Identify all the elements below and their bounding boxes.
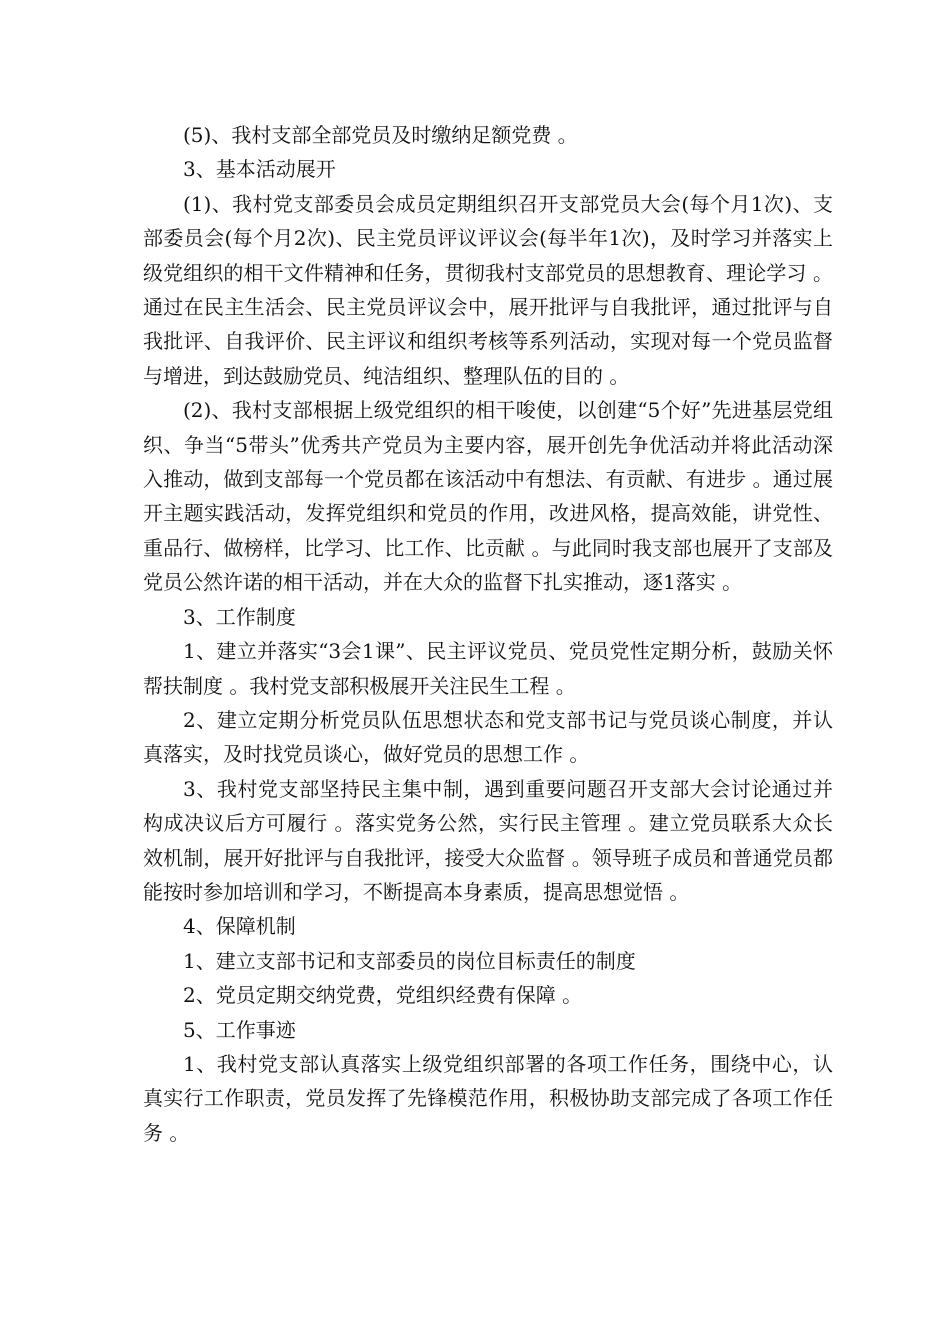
paragraph-party-dues: (5)、我村支部全部党员及时缴纳足额党费 。 — [183, 123, 578, 147]
paragraph-guarantee-1: 1、建立支部书记和支部委员的岗位目标责任的制度 — [183, 948, 636, 973]
paragraph-activity-1: (1)、我村党支部委员会成员定期组织召开支部党员大会(每个月1次)、支部委员会(每个月2次)、民主党员评议评议会(每半年1次)，及时学习并落实上级党组织的相干文件精神和任务，贯彻我村支部党员的思想教育、理论学习 。通过在民主生活会、民主党员评议会中，展开批评与自我批评，通过批评与自我批评、自我评价、民主评议和组织考核等系列活动，实现对每一个党员监督与增进，到达鼓励党员、纯洁组织、整理队伍的目的 。 — [143, 191, 833, 388]
paragraph-system-3: 3、我村党支部坚持民主集中制，遇到重要问题召开支部大会讨论通过并构成决议后方可履行 。落实党务公然，实行民主管理 。建立党员联系大众长效机制，展开好批评与自我批评，接受大众监督 。领导班子成员和普通党员都能按时参加培训和学习，不断提高本身素质，提高思想觉悟 。 — [143, 776, 833, 904]
heading-work-achievements: 5、工作事迹 — [183, 1017, 296, 1042]
paragraph-system-2: 2、建立定期分析党员队伍思想状态和党支部书记与党员谈心制度，并认真落实，及时找党员谈心，做好党员的思想工作 。 — [143, 707, 833, 767]
heading-work-system: 3、工作制度 — [183, 604, 296, 629]
heading-basic-activities: 3、基本活动展开 — [183, 157, 336, 182]
paragraph-achievement-1: 1、我村党支部认真落实上级党组织部署的各项工作任务，围绕中心，认真实行工作职责，党员发挥了先锋模范作用，积极协助支部完成了各项工作任务 。 — [143, 1051, 833, 1145]
paragraph-guarantee-2: 2、党员定期交纳党费，党组织经费有保障 。 — [183, 983, 583, 1008]
paragraph-system-1: 1、建立并落实“3会1课”、民主评议党员、党员党性定期分析，鼓励关怀帮扶制度 。我村党支部积极展开关注民生工程 。 — [143, 639, 833, 698]
document-body — [143, 118, 833, 1150]
heading-guarantee-mechanism: 4、保障机制 — [183, 914, 296, 939]
paragraph-activity-2: (2)、我村支部根据上级党组织的相干唆使，以创建“5个好”先进基层党组织、争当“5带头”优秀共产党员为主要内容，展开创先争优活动并将此活动深入推动，做到支部每一个党员都在该活动中有想法、有贡献、有进步 。通过展开主题实践活动，发挥党组织和党员的作用，改进风格，提高效能，讲党性、重品行、做榜样，比学习、比工作、比贡献 。与此同时我支部也展开了支部及党员公然许诺的相干活动，并在大众的监督下扎实推动，逐1落实 。 — [143, 398, 833, 595]
